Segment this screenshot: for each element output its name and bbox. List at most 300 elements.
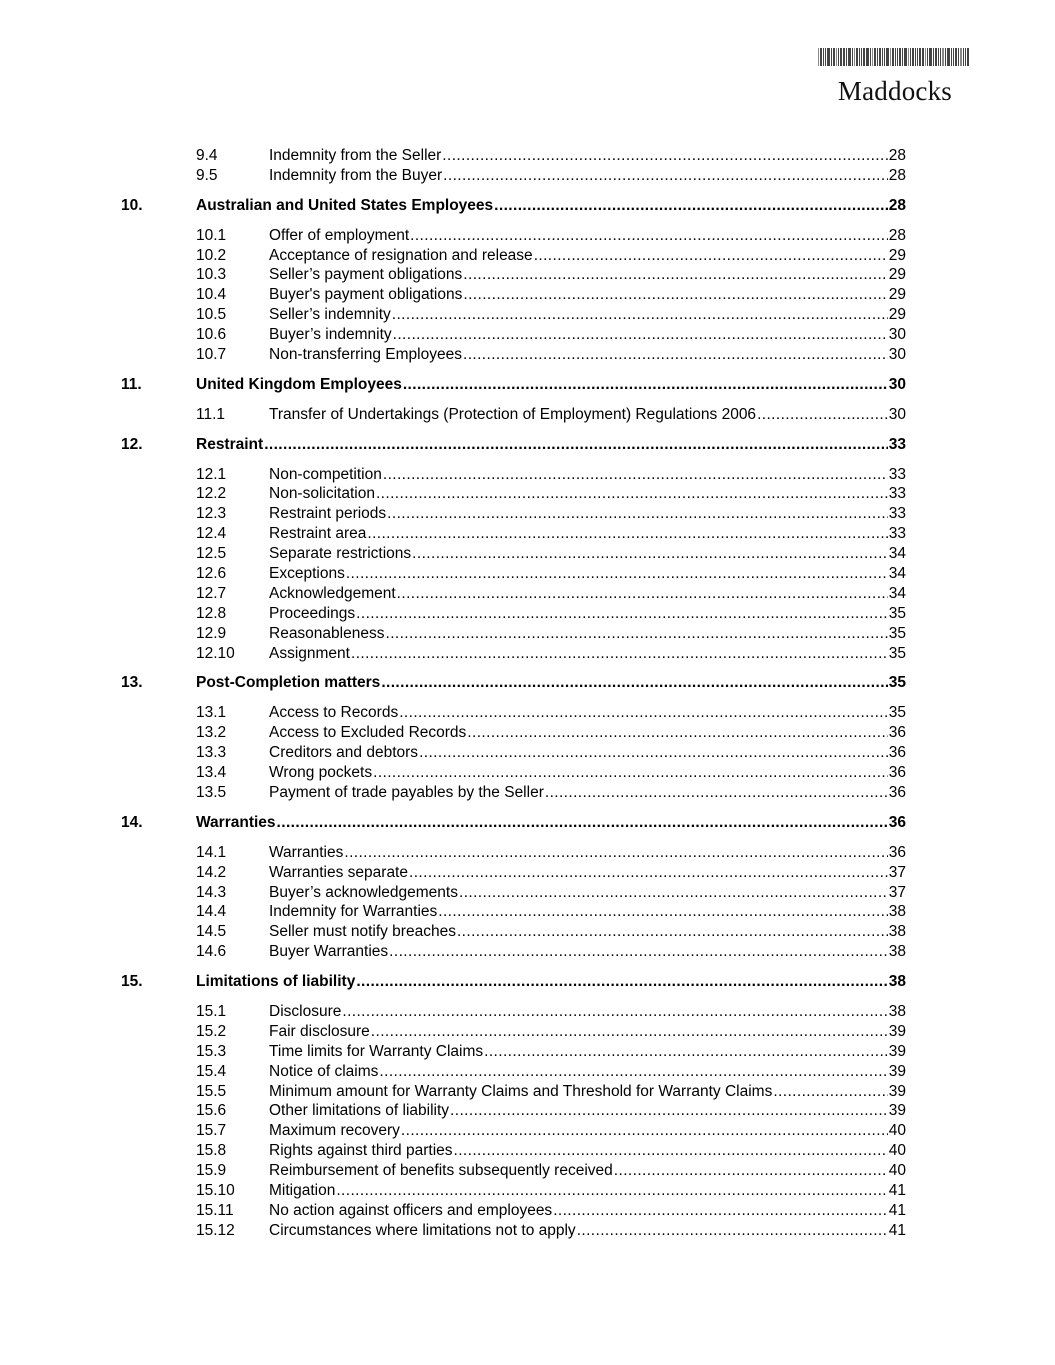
toc-entry-page: 33: [888, 525, 906, 543]
toc-entry-title: Non-solicitation: [269, 485, 375, 503]
toc-dot-leader: [367, 524, 887, 544]
toc-entry-title: Payment of trade payables by the Seller: [269, 783, 544, 801]
toc-entry-number: 12.8: [196, 604, 227, 622]
toc-entry-number: 14.1: [196, 843, 227, 861]
table-of-contents: [121, 146, 906, 1241]
toc-entry-page: 41: [888, 1181, 906, 1199]
toc-section-entry[interactable]: [121, 673, 906, 693]
toc-subsection-entry[interactable]: [121, 246, 906, 266]
barcode-bar: [886, 48, 889, 66]
toc-entry-number: 10.5: [196, 306, 227, 324]
barcode-bar: [843, 48, 845, 66]
toc-entry-number: 12.: [121, 435, 143, 453]
toc-entry-page: 38: [888, 943, 906, 961]
barcode-bar: [942, 48, 944, 66]
toc-entry-number: 12.4: [196, 525, 227, 543]
toc-dot-leader: [356, 604, 888, 624]
toc-dot-leader: [397, 584, 888, 604]
toc-subsection-entry[interactable]: [121, 564, 906, 584]
toc-entry-number: 10.: [121, 196, 143, 214]
barcode-bar: [825, 48, 826, 66]
toc-dot-leader: [442, 146, 887, 166]
barcode-bar: [863, 48, 865, 66]
toc-subsection-entry[interactable]: [121, 345, 906, 365]
toc-entry-page: 39: [888, 1042, 906, 1060]
toc-subsection-entry[interactable]: [121, 1022, 906, 1042]
toc-subsection-entry[interactable]: [121, 504, 906, 524]
toc-dot-leader: [409, 863, 888, 883]
toc-subsection-entry[interactable]: [121, 604, 906, 624]
barcode-bar: [890, 48, 891, 66]
toc-entry-page: 36: [888, 783, 906, 801]
toc-dot-leader: [385, 624, 887, 644]
toc-dot-leader: [403, 375, 888, 395]
toc-subsection-entry[interactable]: [121, 325, 906, 345]
toc-subsection-entry[interactable]: [121, 1062, 906, 1082]
toc-entry-number: 10.7: [196, 346, 227, 364]
toc-dot-leader: [577, 1221, 888, 1241]
toc-subsection-entry[interactable]: [121, 1201, 906, 1221]
toc-entry-page: 33: [888, 505, 906, 523]
toc-dot-leader: [399, 703, 888, 723]
toc-dot-leader: [387, 504, 888, 524]
toc-dot-leader: [342, 1002, 887, 1022]
toc-entry-number: 13.2: [196, 724, 227, 742]
barcode-bar: [856, 48, 858, 66]
toc-entry-page: 29: [888, 266, 906, 284]
toc-dot-leader: [467, 723, 887, 743]
toc-dot-leader: [393, 325, 888, 345]
toc-dot-leader: [379, 1062, 887, 1082]
toc-entry-number: 14.6: [196, 943, 227, 961]
toc-entry-page: 39: [888, 1022, 906, 1040]
toc-entry-title: Warranties: [269, 843, 344, 861]
toc-entry-title: Creditors and debtors: [269, 744, 419, 762]
toc-entry-page: 39: [888, 1102, 906, 1120]
toc-entry-title: Separate restrictions: [269, 545, 412, 563]
toc-entry-page: 38: [888, 973, 906, 991]
toc-entry-title: Transfer of Undertakings (Protection of Employment) Regulations 2006: [269, 405, 757, 423]
toc-subsection-entry[interactable]: [121, 584, 906, 604]
toc-subsection-entry[interactable]: [121, 544, 906, 564]
toc-entry-title: Notice of claims: [269, 1062, 379, 1080]
toc-dot-leader: [454, 1141, 888, 1161]
toc-dot-leader: [534, 246, 888, 266]
toc-dot-leader: [277, 813, 888, 833]
toc-entry-number: 13.1: [196, 704, 227, 722]
barcode-bar: [840, 48, 842, 66]
toc-subsection-entry[interactable]: [121, 146, 906, 166]
barcode-bar: [947, 48, 950, 66]
toc-subsection-entry[interactable]: [121, 783, 906, 803]
barcode-bar: [872, 48, 873, 66]
toc-subsection-entry[interactable]: [121, 843, 906, 863]
toc-entry-page: 30: [888, 326, 906, 344]
toc-entry-number: 12.5: [196, 545, 227, 563]
toc-subsection-entry[interactable]: [121, 226, 906, 246]
toc-entry-number: 10.4: [196, 286, 227, 304]
toc-dot-leader: [264, 435, 888, 455]
toc-entry-page: 37: [888, 883, 906, 901]
toc-entry-page: 35: [888, 604, 906, 622]
toc-entry-title: Mitigation: [269, 1181, 336, 1199]
toc-entry-number: 15.3: [196, 1042, 227, 1060]
toc-dot-leader: [438, 902, 887, 922]
barcode-bar: [866, 48, 869, 66]
toc-entry-number: 15.7: [196, 1122, 227, 1140]
toc-subsection-entry[interactable]: [121, 166, 906, 186]
toc-subsection-entry[interactable]: [121, 1221, 906, 1241]
toc-entry-title: Maximum recovery: [269, 1122, 400, 1140]
toc-entry-page: 28: [888, 147, 906, 164]
toc-entry-page: 30: [888, 405, 906, 423]
barcode-bar: [823, 48, 824, 66]
barcode-bar: [919, 48, 921, 66]
toc-dot-leader: [614, 1161, 888, 1181]
toc-entry-number: 9.5: [196, 166, 218, 184]
toc-dot-leader: [392, 305, 888, 325]
toc-entry-page: 36: [888, 724, 906, 742]
toc-entry-number: 13.3: [196, 744, 227, 762]
barcode-bar: [904, 48, 907, 66]
page-header: [749, 48, 969, 76]
toc-entry-page: 29: [888, 286, 906, 304]
toc-subsection-entry[interactable]: [121, 484, 906, 504]
toc-entry-number: 11.1: [196, 405, 226, 423]
toc-entry-number: 14.3: [196, 883, 227, 901]
toc-entry-page: 38: [888, 903, 906, 921]
barcode-bar: [892, 48, 894, 66]
barcode-bar: [965, 48, 966, 66]
toc-subsection-entry[interactable]: [121, 1002, 906, 1022]
toc-subsection-entry[interactable]: [121, 405, 906, 425]
toc-entry-title: Seller’s indemnity: [269, 306, 391, 324]
toc-entry-title: Proceedings: [269, 604, 356, 622]
toc-entry-page: 36: [888, 764, 906, 782]
toc-entry-title: No action against officers and employees: [269, 1201, 553, 1219]
toc-entry-page: 35: [888, 644, 906, 662]
toc-entry-title: Reimbursement of benefits subsequently received: [269, 1162, 613, 1180]
toc-entry-page: 41: [888, 1201, 906, 1219]
toc-entry-number: 12.7: [196, 584, 227, 602]
toc-entry-page: 30: [888, 375, 906, 393]
toc-entry-title: Disclosure: [269, 1002, 342, 1020]
toc-entry-number: 14.5: [196, 923, 227, 941]
toc-subsection-entry[interactable]: [121, 265, 906, 285]
toc-entry-page: 39: [888, 1062, 906, 1080]
toc-subsection-entry[interactable]: [121, 644, 906, 664]
toc-entry-number: 13.5: [196, 783, 227, 801]
toc-entry-page: 36: [888, 744, 906, 762]
toc-entry-title: Circumstances where limitations not to apply: [269, 1221, 576, 1239]
toc-subsection-entry[interactable]: [121, 1121, 906, 1141]
toc-subsection-entry[interactable]: [121, 883, 906, 903]
toc-dot-leader: [373, 763, 888, 783]
toc-dot-leader: [383, 465, 888, 485]
toc-dot-leader: [463, 285, 887, 305]
toc-entry-page: 40: [888, 1122, 906, 1140]
toc-entry-title: Seller’s payment obligations: [269, 266, 463, 284]
toc-entry-page: 39: [888, 1082, 906, 1100]
barcode-icon: [749, 48, 969, 66]
toc-entry-number: 11.: [121, 375, 142, 393]
barcode-bar: [899, 48, 901, 66]
toc-entry-title: Indemnity for Warranties: [269, 903, 438, 921]
brand-logo: Maddocks: [837, 76, 952, 106]
barcode-bar: [929, 48, 932, 66]
barcode-bar: [922, 48, 924, 66]
toc-entry-title: Restraint periods: [269, 505, 387, 523]
toc-section-entry[interactable]: [121, 375, 906, 395]
toc-dot-leader: [376, 484, 888, 504]
toc-entry-number: 15.12: [196, 1221, 235, 1239]
toc-entry-number: 15.6: [196, 1102, 227, 1120]
toc-entry-number: 10.3: [196, 266, 227, 284]
toc-entry-number: 13.4: [196, 764, 227, 782]
toc-entry-title: Fair disclosure: [269, 1022, 370, 1040]
toc-subsection-entry[interactable]: [121, 1101, 906, 1121]
toc-dot-leader: [463, 265, 887, 285]
barcode-bar: [852, 48, 853, 66]
toc-entry-title: Australian and United States Employees: [196, 196, 494, 214]
barcode-bar: [882, 48, 883, 66]
toc-entry-title: Seller must notify breaches: [269, 923, 456, 941]
toc-entry-number: 15.1: [196, 1002, 227, 1020]
toc-entry-number: 10.6: [196, 326, 227, 344]
toc-entry-page: 33: [888, 435, 906, 453]
toc-subsection-entry[interactable]: [121, 723, 906, 743]
barcode-bar: [870, 48, 871, 66]
toc-entry-title: Rights against third parties: [269, 1142, 453, 1160]
toc-entry-title: Restraint area: [269, 525, 367, 543]
toc-subsection-entry[interactable]: [121, 922, 906, 942]
toc-entry-title: Buyer’s acknowledgements: [269, 883, 458, 901]
toc-dot-leader: [381, 673, 887, 693]
toc-entry-number: 15.8: [196, 1142, 227, 1160]
toc-section-entry[interactable]: [121, 196, 906, 216]
toc-subsection-entry[interactable]: [121, 942, 906, 962]
barcode-bar: [935, 48, 937, 66]
barcode-bar: [933, 48, 934, 66]
toc-entry-number: 15.10: [196, 1181, 235, 1199]
toc-entry-title: Buyer’s indemnity: [269, 326, 392, 344]
toc-entry-page: 33: [888, 485, 906, 503]
toc-entry-title: Offer of employment: [269, 226, 410, 244]
toc-entry-title: Limitations of liability: [196, 973, 356, 991]
toc-entry-title: Other limitations of liability: [269, 1102, 450, 1120]
toc-entry-page: 33: [888, 465, 906, 483]
toc-subsection-entry[interactable]: [121, 902, 906, 922]
barcode-bar: [836, 48, 837, 66]
toc-dot-leader: [553, 1201, 888, 1221]
toc-entry-page: 29: [888, 246, 906, 264]
barcode-bar: [884, 48, 885, 66]
toc-entry-page: 35: [888, 624, 906, 642]
toc-section-entry[interactable]: [121, 435, 906, 455]
toc-subsection-entry[interactable]: [121, 624, 906, 644]
barcode-bar: [963, 48, 964, 66]
toc-dot-leader: [459, 883, 888, 903]
toc-dot-leader: [401, 1121, 888, 1141]
toc-entry-page: 38: [888, 1002, 906, 1020]
toc-entry-title: Wrong pockets: [269, 764, 373, 782]
toc-entry-number: 13.: [121, 674, 143, 692]
barcode-bar: [827, 48, 830, 66]
barcode-bar: [953, 48, 954, 66]
toc-entry-page: 41: [888, 1221, 906, 1239]
barcode-bar: [874, 48, 876, 66]
toc-entry-title: Minimum amount for Warranty Claims and Threshold for Warranty Claims: [269, 1082, 773, 1100]
toc-subsection-entry[interactable]: [121, 1181, 906, 1201]
toc-entry-number: 9.4: [196, 147, 218, 164]
toc-subsection-entry[interactable]: [121, 1082, 906, 1102]
barcode-bar: [925, 48, 926, 66]
toc-dot-leader: [346, 564, 888, 584]
toc-dot-leader: [450, 1101, 888, 1121]
toc-entry-title: Reasonableness: [269, 624, 385, 642]
toc-entry-number: 15.11: [196, 1201, 234, 1219]
toc-dot-leader: [356, 972, 887, 992]
toc-subsection-entry[interactable]: [121, 1161, 906, 1181]
toc-entry-page: 35: [888, 674, 906, 692]
barcode-bar: [960, 48, 962, 66]
barcode-bar: [945, 48, 946, 66]
toc-entry-number: 12.10: [196, 644, 235, 662]
toc-entry-title: Exceptions: [269, 565, 345, 583]
barcode-bar: [955, 48, 957, 66]
toc-entry-title: Buyer Warranties: [269, 943, 389, 961]
toc-entry-page: 34: [888, 584, 906, 602]
toc-entry-title: United Kingdom Employees: [196, 375, 402, 393]
barcode-bar: [833, 48, 835, 66]
toc-subsection-entry[interactable]: [121, 1141, 906, 1161]
toc-entry-title: Post-Completion matters: [196, 674, 381, 692]
barcode-bar: [951, 48, 952, 66]
toc-dot-leader: [463, 345, 888, 365]
toc-subsection-entry[interactable]: [121, 524, 906, 544]
toc-entry-title: Buyer's payment obligations: [269, 286, 463, 304]
toc-entry-number: 10.1: [196, 226, 227, 244]
toc-entry-page: 36: [888, 843, 906, 861]
toc-entry-number: 14.4: [196, 903, 227, 921]
toc-entry-page: 40: [888, 1142, 906, 1160]
toc-entry-title: Assignment: [269, 644, 350, 662]
barcode-bar: [917, 48, 918, 66]
toc-subsection-entry[interactable]: [121, 863, 906, 883]
toc-entry-page: 28: [888, 196, 906, 214]
toc-entry-number: 12.3: [196, 505, 227, 523]
toc-dot-leader: [389, 942, 888, 962]
toc-dot-leader: [494, 196, 888, 216]
toc-dot-leader: [410, 226, 888, 246]
barcode-bar: [838, 48, 839, 66]
toc-entry-number: 15.2: [196, 1022, 227, 1040]
barcode-bar: [967, 48, 969, 66]
toc-entry-number: 10.2: [196, 246, 227, 264]
toc-entry-page: 35: [888, 704, 906, 722]
toc-entry-title: Access to Excluded Records: [269, 724, 467, 742]
barcode-bar: [861, 48, 862, 66]
toc-entry-page: 30: [888, 346, 906, 364]
toc-subsection-entry[interactable]: [121, 285, 906, 305]
toc-section-entry[interactable]: [121, 972, 906, 992]
toc-entry-title: Acknowledgement: [269, 584, 396, 602]
toc-subsection-entry[interactable]: [121, 1042, 906, 1062]
toc-entry-title: Warranties separate: [269, 863, 408, 881]
toc-entry-page: 37: [888, 863, 906, 881]
toc-entry-title: Indemnity from the Seller: [269, 147, 442, 164]
barcode-bar: [910, 48, 911, 66]
toc-dot-leader: [773, 1082, 887, 1102]
barcode-bar: [895, 48, 896, 66]
toc-entry-number: 12.6: [196, 565, 227, 583]
toc-dot-leader: [443, 166, 888, 186]
barcode-bar: [879, 48, 881, 66]
barcode-bar: [877, 48, 878, 66]
toc-dot-leader: [412, 544, 888, 564]
barcode-bar: [927, 48, 928, 66]
barcode-bar: [940, 48, 941, 66]
toc-dot-leader: [351, 644, 888, 664]
toc-entry-title: Indemnity from the Buyer: [269, 166, 443, 184]
toc-dot-leader: [484, 1042, 888, 1062]
toc-entry-number: 14.: [121, 813, 143, 831]
toc-subsection-entry[interactable]: [121, 743, 906, 763]
toc-subsection-entry[interactable]: [121, 703, 906, 723]
barcode-bar: [897, 48, 898, 66]
toc-dot-leader: [336, 1181, 887, 1201]
toc-entry-title: Acceptance of resignation and release: [269, 246, 533, 264]
toc-dot-leader: [457, 922, 888, 942]
toc-entry-title: Access to Records: [269, 704, 399, 722]
barcode-bar: [848, 48, 851, 66]
toc-entry-title: Restraint: [196, 435, 264, 453]
toc-entry-number: 15.5: [196, 1082, 227, 1100]
toc-entry-number: 12.2: [196, 485, 227, 503]
toc-entry-number: 14.2: [196, 863, 227, 881]
toc-entry-number: 15.: [121, 973, 143, 991]
barcode-bar: [820, 48, 822, 66]
toc-dot-leader: [371, 1022, 888, 1042]
toc-entry-page: 29: [888, 306, 906, 324]
barcode-bar: [908, 48, 909, 66]
toc-subsection-entry[interactable]: [121, 305, 906, 325]
toc-entry-title: Non-transferring Employees: [269, 346, 462, 364]
toc-subsection-entry[interactable]: [121, 465, 906, 485]
toc-section-entry[interactable]: [121, 813, 906, 833]
toc-entry-number: 15.9: [196, 1162, 227, 1180]
toc-entry-page: 36: [888, 813, 906, 831]
toc-entry-page: 28: [888, 166, 906, 184]
toc-dot-leader: [757, 405, 888, 425]
toc-entry-number: 12.1: [196, 465, 227, 483]
toc-subsection-entry[interactable]: [121, 763, 906, 783]
barcode-bar: [938, 48, 939, 66]
barcode-bar: [912, 48, 914, 66]
toc-dot-leader: [419, 743, 888, 763]
toc-entry-page: 38: [888, 923, 906, 941]
barcode-bar: [902, 48, 903, 66]
barcode-bar: [915, 48, 916, 66]
toc-entry-number: 15.4: [196, 1062, 227, 1080]
barcode-bar: [854, 48, 855, 66]
toc-dot-leader: [344, 843, 887, 863]
toc-entry-page: 28: [888, 226, 906, 244]
toc-entry-page: 40: [888, 1162, 906, 1180]
toc-entry-title: Non-competition: [269, 465, 382, 483]
toc-entry-page: 34: [888, 545, 906, 563]
barcode-bar: [958, 48, 959, 66]
